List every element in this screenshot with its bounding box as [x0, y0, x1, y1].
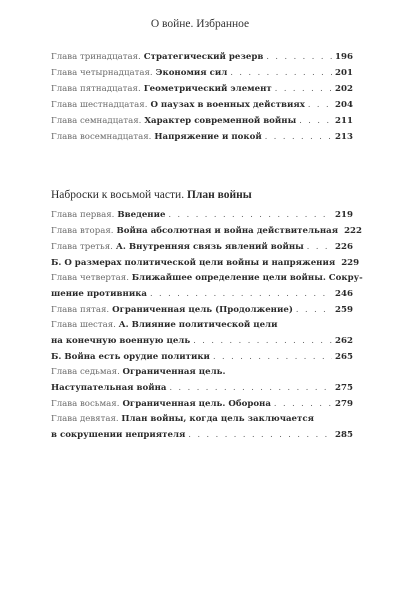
chapter-title: Ограниченная цель. — [122, 367, 226, 377]
chapter-title: Напряжение и покой — [154, 132, 262, 142]
leader-dots — [230, 65, 332, 80]
section-heading — [51, 186, 353, 204]
toc-entry[interactable] — [51, 396, 353, 412]
toc-entry[interactable] — [51, 81, 353, 97]
chapter-title-continued: на конечную военную цель — [51, 336, 191, 346]
chapter-label: Глава восьмая. — [51, 399, 120, 409]
toc-entry-line2 — [51, 427, 353, 443]
chapter-title: Геометрический элемент — [143, 84, 272, 94]
toc-entry[interactable] — [51, 49, 353, 65]
chapter-label: Глава пятая. — [51, 305, 110, 315]
toc-entry[interactable] — [51, 349, 353, 365]
toc-entry-line1 — [51, 365, 353, 380]
page-number: 222 — [344, 226, 363, 236]
toc-entry[interactable] — [51, 318, 353, 349]
page-number: 213 — [335, 132, 353, 142]
toc-entry-line2 — [51, 333, 353, 349]
page-number: 279 — [335, 399, 353, 409]
toc-entry-line1 — [51, 412, 353, 427]
chapter-title: Стратегический резерв — [143, 52, 264, 62]
leader-dots — [193, 333, 332, 348]
toc-entry-line1 — [51, 271, 363, 286]
page-number: 226 — [335, 242, 353, 252]
leader-dots — [275, 81, 332, 96]
leader-dots — [274, 396, 332, 411]
chapter-label: Глава шестнадцатая. — [51, 100, 148, 110]
section-heading-bold: План войны — [186, 189, 252, 201]
toc-entry-line2 — [51, 380, 353, 396]
toc-entry[interactable] — [51, 255, 360, 271]
toc-entry[interactable] — [51, 271, 363, 302]
leader-dots — [213, 349, 332, 364]
chapter-label: Глава девятая. — [51, 414, 119, 424]
page-number: 275 — [335, 383, 353, 393]
page-number: 246 — [335, 289, 353, 299]
chapter-label: Глава семнадцатая. — [51, 116, 142, 126]
chapter-label: Глава седьмая. — [51, 367, 120, 377]
section-heading-plain: Наброски к восьмой части. — [51, 189, 185, 201]
leader-dots — [188, 427, 332, 442]
chapter-label: Глава тринадцатая. — [51, 52, 141, 62]
leader-dots — [299, 113, 332, 128]
toc-entry[interactable] — [51, 302, 353, 318]
chapter-title: Б. Война есть орудие политики — [51, 352, 210, 362]
toc-entry-line1 — [51, 318, 353, 333]
chapter-title: Ближайшее определение цели войны. Сокру- — [131, 273, 363, 283]
page-number: 265 — [335, 352, 353, 362]
chapter-title: О паузах в военных действиях — [150, 100, 305, 110]
chapter-title-continued: шение противника — [51, 289, 147, 299]
leader-dots — [266, 49, 332, 64]
leader-dots — [168, 207, 332, 222]
page-number: 201 — [335, 68, 353, 78]
page-number: 204 — [335, 100, 353, 110]
toc-entry-line2 — [51, 286, 353, 302]
chapter-label: Глава шестая. — [51, 320, 116, 330]
page-number: 262 — [335, 336, 353, 346]
chapter-label: Глава восемнадцатая. — [51, 132, 152, 142]
page-number: 196 — [335, 52, 353, 62]
toc-entry[interactable] — [51, 65, 353, 81]
chapter-title: Ограниченная цель. Оборона — [122, 399, 271, 409]
page-number: 229 — [341, 258, 360, 268]
toc-entry[interactable] — [51, 223, 363, 239]
chapter-label: Глава пятнадцатая. — [51, 84, 141, 94]
chapter-title: Характер современной войны — [144, 116, 297, 126]
leader-dots — [308, 97, 332, 112]
page-number: 219 — [335, 210, 353, 220]
page-number: 202 — [335, 84, 353, 94]
toc-top — [51, 49, 353, 145]
toc-entry[interactable] — [51, 207, 353, 223]
toc-entry[interactable] — [51, 412, 353, 443]
chapter-title: Экономия сил — [155, 68, 228, 78]
chapter-title-continued: в сокрушении неприятеля — [51, 430, 186, 440]
toc-bottom — [51, 186, 363, 443]
chapter-label: Глава вторая. — [51, 226, 114, 236]
page-number: 259 — [335, 305, 353, 315]
toc-entry[interactable] — [51, 239, 353, 255]
chapter-title: План войны, когда цель заключается — [121, 414, 314, 424]
running-header: О войне. Избранное — [150, 18, 250, 30]
chapter-title: Война абсолютная и война действительная — [116, 226, 339, 236]
chapter-label: Глава четырнадцатая. — [51, 68, 153, 78]
chapter-title: Б. О размерах политической цели войны и напряжения — [51, 258, 336, 268]
page-number: 285 — [335, 430, 353, 440]
chapter-label: Глава третья. — [51, 242, 113, 252]
page-number: 211 — [335, 116, 353, 126]
toc-entry[interactable] — [51, 129, 353, 145]
chapter-label: Глава первая. — [51, 210, 115, 220]
leader-dots — [265, 129, 332, 144]
toc-entry[interactable] — [51, 97, 353, 113]
leader-dots — [296, 302, 332, 317]
leader-dots — [169, 380, 332, 395]
chapter-label: Глава четвертая. — [51, 273, 129, 283]
toc-entry[interactable] — [51, 113, 353, 129]
toc-entry[interactable] — [51, 365, 353, 396]
leader-dots — [307, 239, 332, 254]
chapter-title: Введение — [117, 210, 166, 220]
chapter-title: Ограниченная цель (Продолжение) — [112, 305, 293, 315]
leader-dots — [150, 286, 332, 301]
chapter-title: А. Влияние политической цели — [118, 320, 278, 330]
chapter-title: А. Внутренняя связь явлений войны — [115, 242, 304, 252]
chapter-title-continued: Наступательная война — [51, 383, 167, 393]
